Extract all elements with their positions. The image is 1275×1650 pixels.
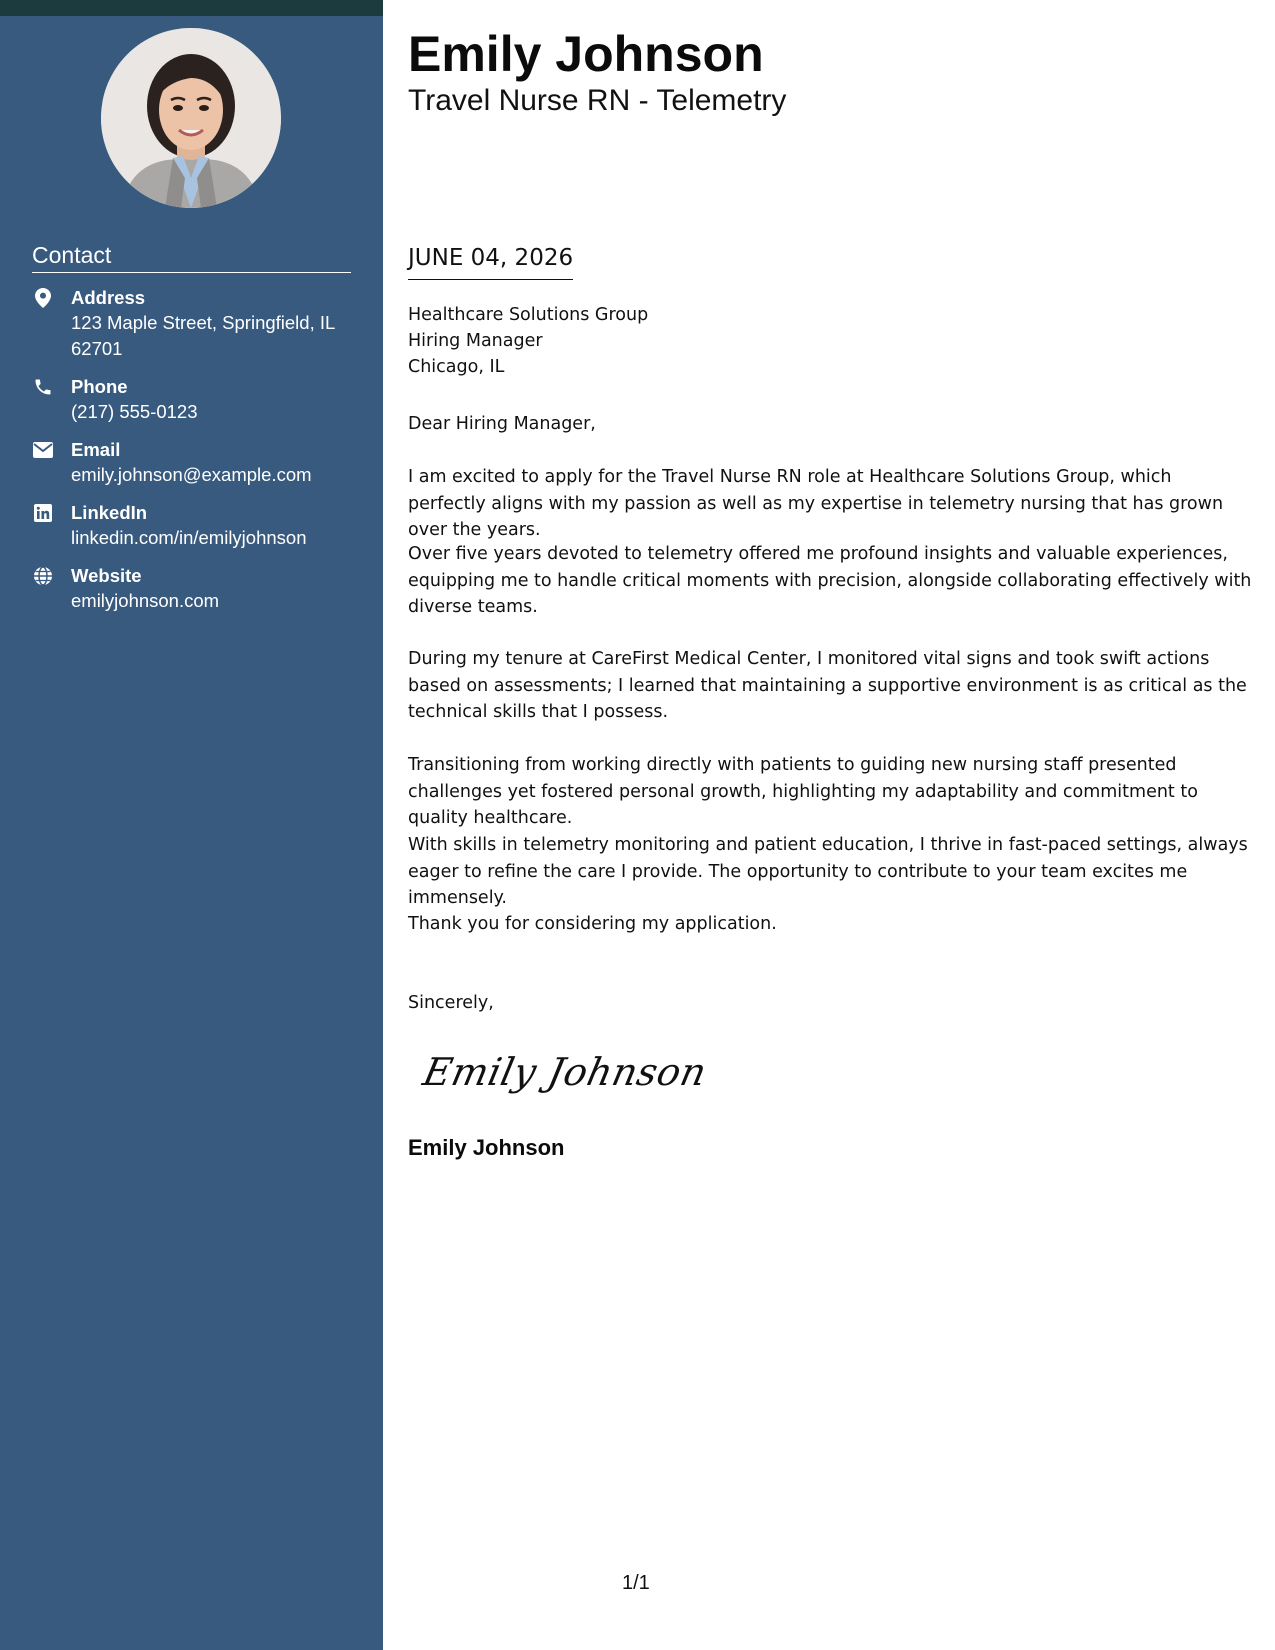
address-value: 123 Maple Street, Springfield, IL 62701: [71, 312, 335, 359]
contact-item-phone: [32, 374, 352, 429]
sidebar-top-bar: [0, 0, 383, 16]
contact-item-email: [32, 437, 352, 492]
paragraph-6: Thank you for considering my application.: [408, 914, 777, 934]
paragraph-2: Over five years devoted to telemetry offered me profound insights and valuable experiences, equipping me to handle critical moments with precision, alongside collaborating effectively with diverse teams.: [408, 544, 1252, 617]
contact-item-address: [32, 285, 352, 365]
email-label: Email: [71, 439, 121, 460]
contact-heading: Contact: [32, 240, 351, 273]
contact-item-linkedin: [32, 500, 352, 555]
email-value: emily.johnson@example.com: [71, 464, 312, 485]
globe-icon: [32, 565, 54, 587]
letter-date: JUNE 04, 2026: [408, 243, 573, 280]
phone-value: (217) 555-0123: [71, 401, 198, 422]
handwritten-signature: Emily Johnson: [419, 1050, 711, 1094]
recipient-block: [408, 302, 648, 380]
paragraph-5: With skills in telemetry monitoring and patient education, I thrive in fast-paced settings, always eager to refine the care I provide. The opportunity to contribute to your team excites me immensely.: [408, 835, 1248, 908]
signer-name: Emily Johnson: [408, 1135, 565, 1160]
website-label: Website: [71, 565, 142, 586]
phone-label: Phone: [71, 376, 128, 397]
page-number: 1/1: [622, 1572, 650, 1594]
applicant-name: Emily Johnson: [408, 26, 764, 82]
salutation: Dear Hiring Manager,: [408, 414, 596, 434]
paragraph-3: During my tenure at CareFirst Medical Center, I monitored vital signs and took swift actions based on assessments; I learned that maintaining a supportive environment is as critical as the technical skills that I possess.: [408, 649, 1247, 722]
closing: Sincerely,: [408, 993, 494, 1013]
address-label: Address: [71, 287, 146, 308]
job-title: Travel Nurse RN - Telemetry: [408, 84, 787, 117]
contact-item-website: [32, 563, 352, 618]
paragraph-4: Transitioning from working directly with patients to guiding new nursing staff presented challenges yet fostered personal growth, highlighting my adaptability and commitment to quality healthcare.: [408, 755, 1198, 828]
envelope-icon: [32, 439, 54, 461]
linkedin-icon: [32, 502, 54, 524]
recipient-company: Healthcare Solutions Group: [408, 305, 649, 325]
recipient-title: Hiring Manager: [408, 331, 543, 351]
linkedin-label: LinkedIn: [71, 502, 148, 523]
paragraph-1: I am excited to apply for the Travel Nurse RN role at Healthcare Solutions Group, which perfectly aligns with my passion as well as my expertise in telemetry nursing that has grown over the years.: [408, 467, 1224, 540]
phone-icon: [32, 376, 54, 398]
profile-photo: [101, 28, 281, 208]
avatar: [101, 28, 281, 208]
website-value: emilyjohnson.com: [71, 590, 220, 611]
map-pin-icon: [32, 287, 54, 309]
recipient-location: Chicago, IL: [408, 357, 505, 377]
sidebar: [0, 0, 383, 1650]
linkedin-value: linkedin.com/in/emilyjohnson: [71, 527, 307, 548]
